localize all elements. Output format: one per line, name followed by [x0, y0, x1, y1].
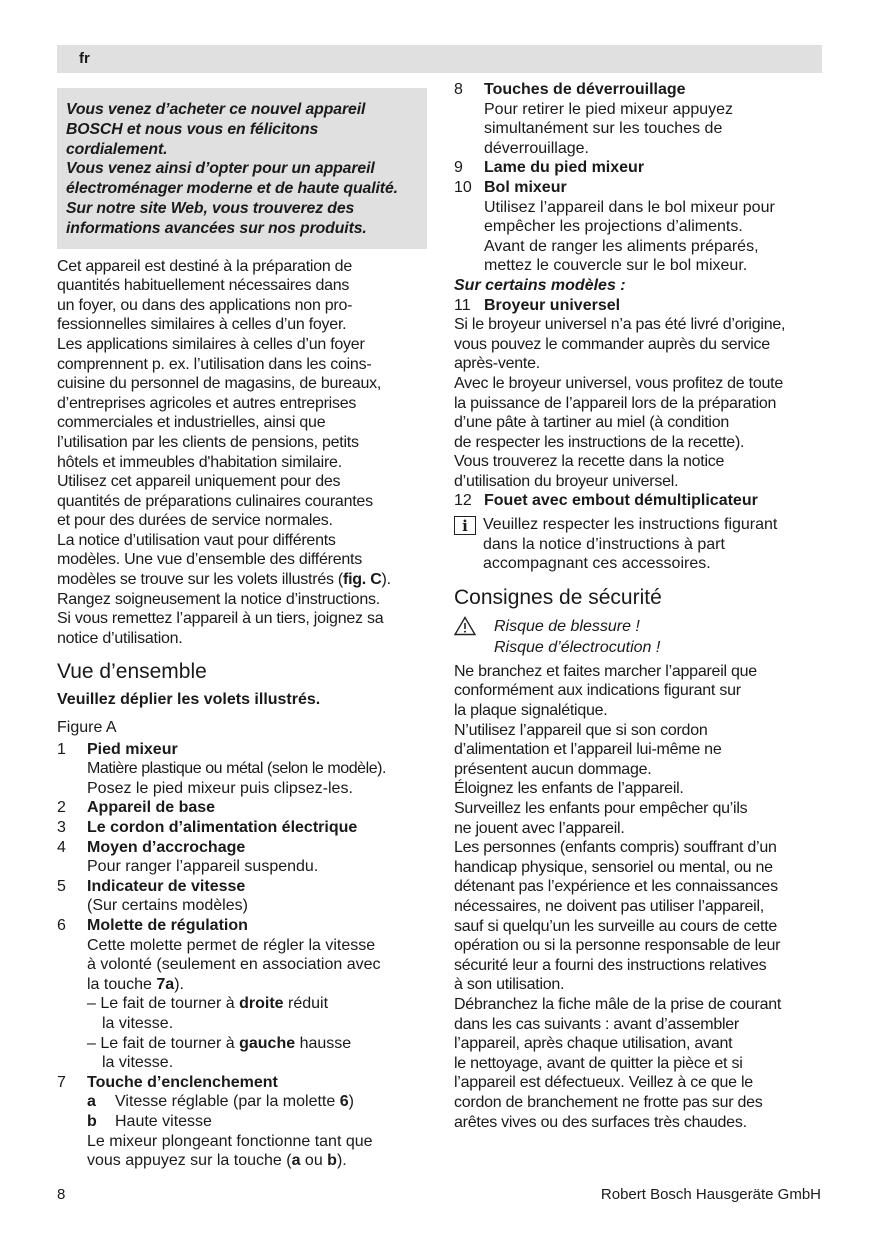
- text-line: Ne branchez et faites marcher l’appareil que: [454, 662, 757, 680]
- text-line: la plaque signalétique.: [454, 702, 608, 720]
- key-reference: a: [291, 1152, 301, 1170]
- text-span: ).: [174, 975, 184, 993]
- text-line: fessionnelles similaires à celles d’un foyer.: [57, 316, 347, 334]
- sub-item-text: [115, 1092, 354, 1112]
- text-span: hausse: [295, 1034, 352, 1052]
- info-icon: i: [454, 516, 476, 535]
- item-number: 3: [57, 819, 66, 837]
- text-line: présentent aucun dommage.: [454, 760, 652, 778]
- text-span: Vitesse réglable (par la molette: [115, 1093, 340, 1111]
- usage-text: [57, 257, 427, 649]
- text-span: – Le fait de tourner à: [87, 995, 240, 1013]
- company-name: Robert Bosch Hausgeräte GmbH: [600, 1186, 821, 1203]
- item-description: Pour ranger l’appareil suspendu.: [87, 858, 319, 876]
- list-item: [454, 80, 826, 100]
- text-line: dans la notice d’instructions à part: [483, 535, 725, 553]
- text-line: conformément aux indications figurant sur: [454, 682, 741, 700]
- list-item: [57, 1073, 427, 1093]
- item-label: Touches de déverrouillage: [484, 81, 686, 98]
- overview-lead: Veuillez déplier les volets illustrés.: [57, 691, 321, 709]
- item-number: 5: [57, 877, 66, 895]
- warning-triangle-icon: [454, 616, 476, 636]
- text-line: Si vous remettez l’appareil à un tiers, joignez sa: [57, 610, 384, 628]
- text-line: sécurité leur a fourni des instructions relatives: [454, 956, 767, 974]
- item-description: mettez le couvercle sur le bol mixeur.: [484, 257, 748, 275]
- item-description: (Sur certains modèles): [87, 897, 248, 915]
- text-span: réduit: [283, 995, 329, 1013]
- text-line: commerciales et industrielles, ainsi que: [57, 414, 326, 432]
- item-label: Broyeur universel: [484, 296, 621, 314]
- key-reference: 7a: [156, 975, 175, 993]
- text-line: le nettoyage, avant de quitter la pièce et si: [454, 1054, 743, 1072]
- item-number: 1: [57, 740, 66, 758]
- sub-item-key: b: [87, 1112, 97, 1130]
- item-label: Moyen d’accrochage: [87, 838, 246, 856]
- language-code: fr: [79, 50, 90, 67]
- list-item: [454, 296, 826, 316]
- list-item: [57, 740, 427, 760]
- parts-list: [57, 740, 427, 1171]
- figure-reference: fig. C: [343, 571, 382, 589]
- text-line: Éloignez les enfants de l’appareil.: [454, 780, 684, 798]
- text-span: vous appuyez sur la touche (: [87, 1152, 292, 1170]
- warning-text: [494, 616, 660, 658]
- text-line: d’entreprises agricoles et autres entreprises: [57, 394, 357, 412]
- warning-block: [454, 616, 826, 658]
- text-line: la puissance de l’appareil lors de la préparation: [454, 394, 777, 412]
- warning-line: Risque de blessure !: [494, 617, 640, 635]
- text-line: Les applications similaires à celles d’un foyer: [57, 335, 365, 353]
- text-line: comprennent p. ex. l’utilisation dans les coins-: [57, 355, 372, 373]
- text-line: de respecter les instructions de la recette).: [454, 433, 745, 451]
- text-line: arêtes vives ou des surfaces très chaudes.: [454, 1113, 747, 1131]
- list-item: [57, 916, 427, 936]
- intro-paragraph-2: Vous venez ainsi d’opter pour un appareil électroménager moderne et de haute qualité. Sur notre site Web, vous trouverez des informations avancées sur nos produits.: [66, 160, 398, 237]
- item-description: Matière plastique ou métal (selon le modèle).: [87, 760, 387, 778]
- list-item: [454, 491, 826, 511]
- text-line: sauf si quelqu’un les surveille au cours de cette: [454, 917, 778, 935]
- left-column: [57, 80, 427, 1171]
- item-label: Fouet avec embout démultiplicateur: [484, 492, 758, 510]
- sub-item-text: Haute vitesse: [115, 1112, 212, 1130]
- text-line: l’utilisation par les clients de pensions, petits: [57, 433, 359, 451]
- item-label: Indicateur de vitesse: [87, 877, 246, 895]
- list-item: [57, 877, 427, 897]
- item-label: Molette de régulation: [87, 916, 248, 934]
- info-note: [454, 515, 826, 574]
- item-number: 2: [57, 799, 66, 817]
- text-line: d’utilisation du broyeur universel.: [454, 472, 679, 490]
- item-description: simultanément sur les touches de: [484, 120, 723, 138]
- item-description: Pour retirer le pied mixeur appuyez: [484, 100, 734, 118]
- item-description: Posez le pied mixeur puis clipsez-les.: [87, 779, 353, 797]
- item-description: Cette molette permet de régler la vitesse: [87, 936, 376, 954]
- text-line: d’une pâte à tartiner au miel (à condition: [454, 414, 730, 432]
- item-number: 9: [454, 159, 463, 177]
- list-item: [57, 838, 427, 858]
- item-label: Appareil de base: [87, 799, 216, 817]
- item-number: 11: [454, 296, 471, 314]
- list-item: [57, 818, 427, 838]
- list-item: [454, 158, 826, 178]
- text-span: ).: [381, 571, 391, 589]
- safety-heading: Consignes de sécurité: [454, 585, 662, 609]
- item-description: Le mixeur plongeant fonctionne tant que: [87, 1132, 373, 1150]
- text-span: modèles se trouve sur les volets illustrés (: [57, 571, 343, 589]
- text-span: ).: [336, 1152, 347, 1170]
- sub-item-key: a: [87, 1093, 96, 1111]
- item-number: 8: [454, 81, 463, 98]
- bullet-item: [57, 994, 427, 1033]
- text-line: Avec le broyeur universel, vous profitez de toute: [454, 374, 783, 392]
- text-span: – Le fait de tourner à: [87, 1034, 240, 1052]
- text-line: Utilisez cet appareil uniquement pour des: [57, 473, 341, 491]
- text-line: ne jouent avec l’appareil.: [454, 819, 625, 837]
- language-header-bar: [57, 45, 822, 73]
- item-description: déverrouillage.: [484, 139, 589, 157]
- safety-text: [454, 662, 826, 1132]
- text-line: opération ou si la personne responsable de leur: [454, 937, 781, 955]
- item-description: [57, 975, 427, 995]
- text-line: quantités de préparations culinaires courantes: [57, 492, 373, 510]
- text-line: et pour des durées de service normales.: [57, 512, 333, 530]
- bullet-item: [57, 1034, 427, 1073]
- text-line: Cet appareil est destiné à la préparation de: [57, 257, 352, 275]
- text-span: ): [348, 1093, 354, 1111]
- item-description: à volonté (seulement en association avec: [87, 956, 381, 974]
- item-description: empêcher les projections d’aliments.: [484, 218, 743, 236]
- grinder-text: [454, 315, 826, 491]
- direction-keyword: gauche: [239, 1034, 296, 1052]
- item-number: 7: [57, 1073, 66, 1091]
- text-line: Débranchez la fiche mâle de la prise de courant: [454, 995, 782, 1013]
- text-line: accompagnant ces accessoires.: [483, 555, 711, 573]
- text-line: après-vente.: [454, 355, 540, 373]
- right-column: [454, 80, 826, 1132]
- text-line: l’appareil, après chaque utilisation, avant: [454, 1035, 733, 1053]
- text-span: ou: [300, 1152, 328, 1170]
- text-span: la vitesse.: [102, 1054, 174, 1072]
- text-line: vous pouvez le commander auprès du service: [454, 335, 770, 353]
- text-line: N’utilisez l’appareil que si son cordon: [454, 721, 708, 739]
- item-number: 4: [57, 838, 66, 856]
- some-models-label: Sur certains modèles :: [454, 276, 626, 294]
- text-line: un foyer, ou dans des applications non pro-: [57, 296, 353, 314]
- intro-paragraph-1: Vous venez d’acheter ce nouvel appareil BOSCH et nous vous en félicitons cordialement.: [66, 101, 366, 158]
- list-item: [57, 798, 427, 818]
- item-number: 6: [57, 916, 66, 934]
- item-description: Utilisez l’appareil dans le bol mixeur pour: [484, 198, 775, 216]
- item-number: 12: [454, 492, 472, 510]
- info-note-text: [483, 515, 777, 574]
- warning-line: Risque d’électrocution !: [494, 638, 661, 656]
- overview-heading: Vue d’ensemble: [57, 660, 207, 684]
- item-label: Touche d’enclenchement: [87, 1073, 278, 1091]
- sub-item: [57, 1112, 427, 1132]
- figure-label: Figure A: [57, 719, 117, 737]
- text-line: La notice d’utilisation vaut pour différents: [57, 531, 336, 549]
- sub-item: [57, 1092, 427, 1112]
- item-description: Avant de ranger les aliments préparés,: [484, 237, 759, 255]
- text-line: hôtels et immeubles d'habitation similaire.: [57, 453, 342, 471]
- text-line: à son utilisation.: [454, 976, 565, 994]
- text-line: Rangez soigneusement la notice d’instructions.: [57, 590, 380, 608]
- item-label: Pied mixeur: [87, 740, 178, 758]
- text-line: détenant pas l’expérience et les connaissances: [454, 878, 778, 896]
- key-reference: 6: [339, 1093, 349, 1111]
- text-line: handicap physique, sensoriel ou mental, ou ne: [454, 858, 773, 876]
- text-line: Veuillez respecter les instructions figurant: [483, 516, 778, 534]
- item-label: Le cordon d’alimentation électrique: [87, 819, 358, 837]
- text-span: la vitesse.: [102, 1014, 174, 1032]
- text-line: Si le broyeur universel n’a pas été livré d’origine,: [454, 316, 786, 334]
- text-line: Vous trouverez la recette dans la notice: [454, 453, 725, 471]
- key-reference: b: [327, 1152, 337, 1170]
- text-line: Les personnes (enfants compris) souffrant d’un: [454, 839, 777, 857]
- text-line: Surveillez les enfants pour empêcher qu’ils: [454, 800, 748, 817]
- text-line: nécessaires, ne doivent pas utiliser l’appareil,: [454, 897, 764, 915]
- item-description: [57, 1151, 427, 1171]
- item-label: Lame du pied mixeur: [484, 159, 645, 177]
- text-line: notice d’utilisation.: [57, 629, 183, 647]
- direction-keyword: droite: [239, 995, 284, 1013]
- text-line: [57, 570, 427, 590]
- item-number: 10: [454, 178, 472, 196]
- intro-box: [57, 88, 427, 249]
- text-line: quantités habituellement nécessaires dans: [57, 277, 350, 295]
- page-number: 8: [57, 1186, 66, 1203]
- text-line: l’appareil est défectueux. Veillez à ce que le: [454, 1074, 753, 1092]
- text-line: cuisine du personnel de magasins, de bureaux,: [57, 375, 382, 393]
- text-span: la touche: [87, 975, 157, 993]
- text-line: dans les cas suivants : avant d’assembler: [454, 1015, 740, 1033]
- list-item: [454, 178, 826, 198]
- text-line: d’alimentation et l’appareil lui-même ne: [454, 741, 722, 759]
- text-line: modèles. Une vue d’ensemble des différents: [57, 551, 362, 569]
- text-line: cordon de branchement ne frotte pas sur des: [454, 1093, 763, 1111]
- item-label: Bol mixeur: [484, 178, 567, 196]
